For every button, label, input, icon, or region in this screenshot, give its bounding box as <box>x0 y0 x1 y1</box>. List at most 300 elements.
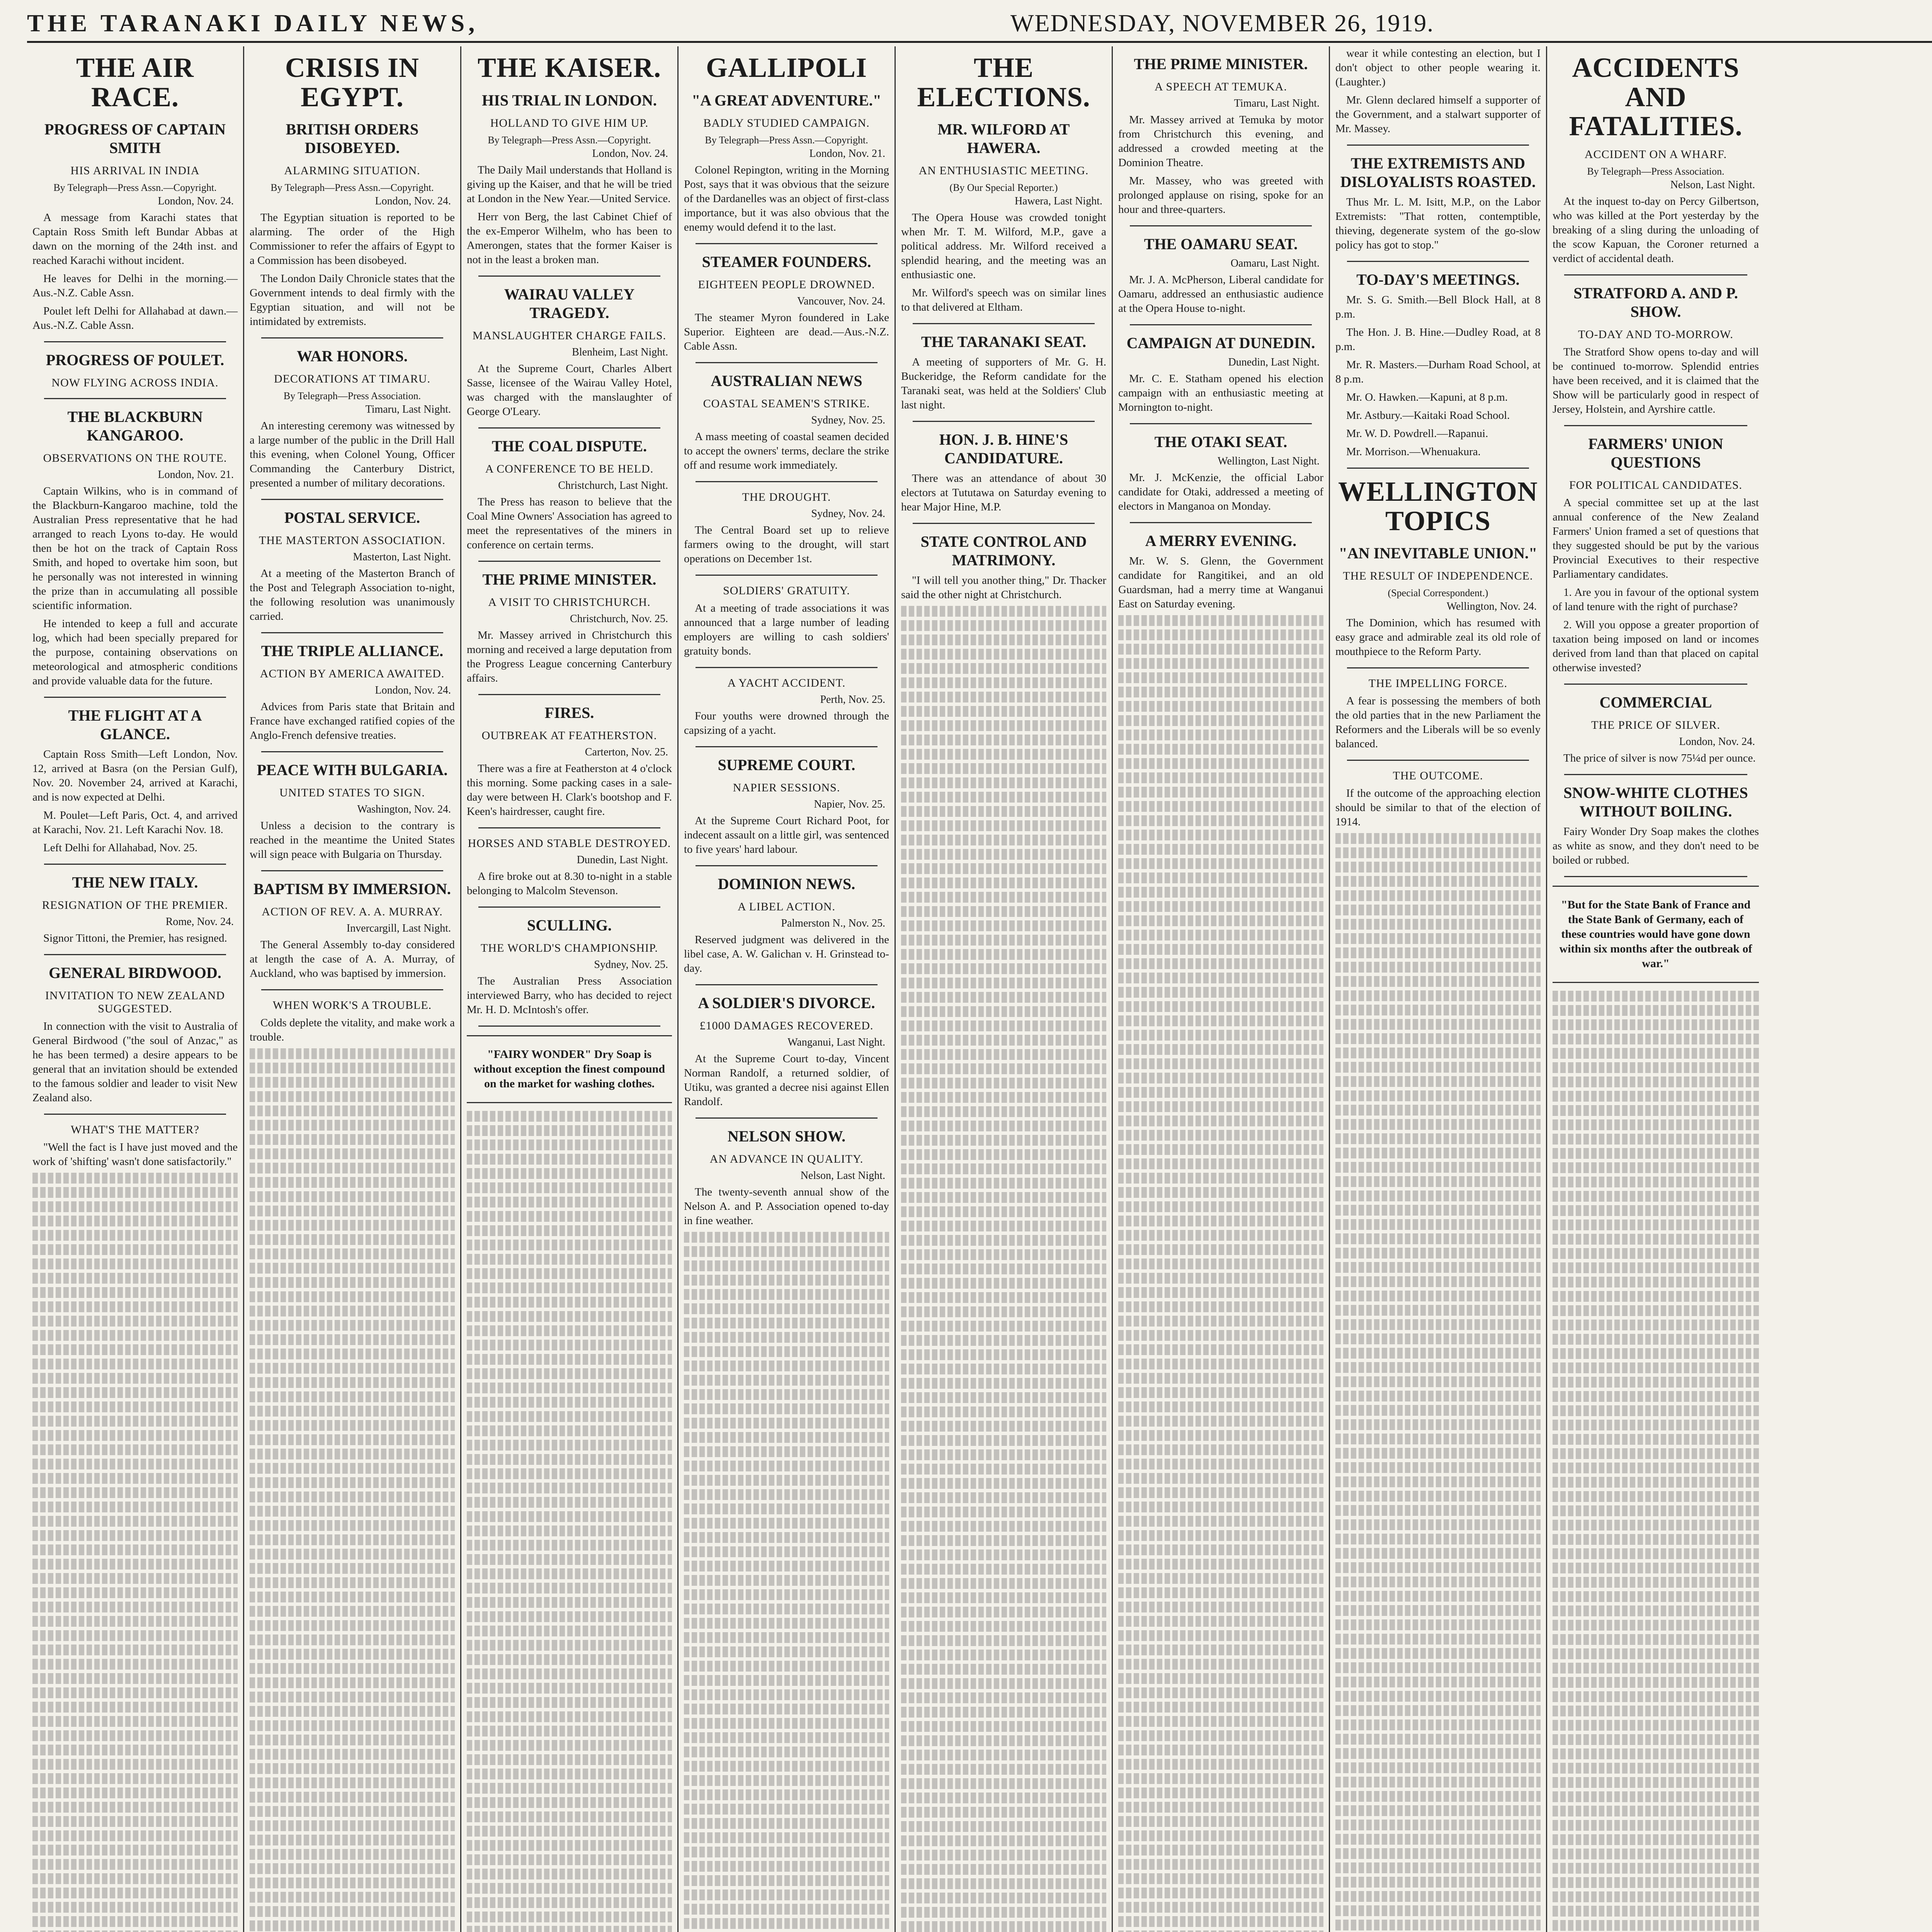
column-5 <box>896 46 1113 1932</box>
section-divider <box>44 398 226 399</box>
text-line <box>467 1340 672 1350</box>
text-line <box>1118 772 1323 783</box>
article <box>1118 522 1323 611</box>
text-line <box>467 1125 672 1136</box>
section-kicker: AN ENTHUSIASTIC MEETING. <box>918 164 1089 177</box>
text-line <box>1118 1888 1323 1898</box>
text-line <box>1335 1591 1541 1602</box>
dateline: Sydney, Nov. 24. <box>811 507 885 520</box>
subheadline: SNOW-WHITE CLOTHES WITHOUT BOILING. <box>1563 784 1748 820</box>
text-line <box>684 1361 889 1371</box>
text-line <box>1335 847 1541 858</box>
text-line <box>32 1201 238 1212</box>
text-line <box>32 1173 238 1184</box>
text-line <box>32 1387 238 1398</box>
text-line <box>1553 1791 1759 1802</box>
text-line <box>1335 1491 1541 1502</box>
text-line <box>250 1334 455 1345</box>
subheadline: THE COAL DISPUTE. <box>492 437 647 455</box>
section-kicker: OBSERVATIONS ON THE ROUTE. <box>43 452 227 465</box>
text-line <box>250 1306 455 1316</box>
text-line <box>1335 1848 1541 1859</box>
text-line <box>1118 687 1323 697</box>
section-kicker: NOW FLYING ACROSS INDIA. <box>51 376 219 389</box>
text-line <box>1553 1920 1759 1931</box>
section-kicker: A SPEECH AT TEMUKA. <box>1155 80 1287 93</box>
section-kicker: SOLDIERS' GRATUITY. <box>723 584 850 597</box>
dateline: Sydney, Nov. 25. <box>594 958 668 971</box>
text-line <box>1118 1830 1323 1841</box>
text-line <box>901 1378 1106 1389</box>
text-line <box>467 1654 672 1665</box>
text-line <box>901 1264 1106 1274</box>
text-line <box>1335 1605 1541 1616</box>
text-line <box>1335 962 1541 973</box>
text-line <box>1553 1448 1759 1459</box>
text-line <box>250 1677 455 1688</box>
text-line <box>32 1745 238 1755</box>
section-divider <box>44 954 226 955</box>
text-line <box>1553 1591 1759 1602</box>
text-line <box>1335 1005 1541 1015</box>
paragraph: The Hon. J. B. Hine.—Dudley Road, at 8 p.m. <box>1335 326 1541 353</box>
text-line <box>901 1464 1106 1475</box>
text-line <box>901 692 1106 702</box>
text-line <box>250 1291 455 1302</box>
text-line <box>32 1930 238 1932</box>
article <box>1335 46 1541 136</box>
article <box>250 989 455 1044</box>
text-line <box>684 1246 889 1257</box>
text-line <box>467 1711 672 1722</box>
text-line <box>901 1335 1106 1346</box>
article <box>684 362 889 473</box>
text-line <box>1553 1634 1759 1645</box>
text-line <box>901 1878 1106 1889</box>
text-line <box>1118 701 1323 712</box>
subheadline: TO-DAY'S MEETINGS. <box>1356 271 1520 288</box>
text-line <box>1118 1902 1323 1913</box>
text-line <box>1118 1230 1323 1241</box>
text-line <box>1553 1891 1759 1902</box>
text-line <box>684 1575 889 1586</box>
text-line <box>467 1440 672 1451</box>
text-line <box>901 1521 1106 1532</box>
section-kicker: RESIGNATION OF THE PREMIER. <box>42 899 228 912</box>
paragraph: Left Delhi for Allahabad, Nov. 25. <box>43 842 198 854</box>
text-line <box>467 1811 672 1822</box>
text-line <box>1553 1362 1759 1373</box>
section-kicker: THE MASTERTON ASSOCIATION. <box>259 534 446 547</box>
section-divider <box>44 864 226 865</box>
text-line <box>1553 1320 1759 1330</box>
text-line <box>1335 1262 1541 1273</box>
paragraph: At the Supreme Court to-day, Vincent Norman Randolf, a returned soldier, of Utiku, was granted a decree nisi against Ellen Randolf. <box>684 1052 889 1108</box>
text-line <box>1553 1605 1759 1616</box>
paragraph: A meeting of supporters of Mr. G. H. Buckeridge, the Reform candidate for the Taranaki seat, was held at the Soldiers' Club last night. <box>901 356 1106 412</box>
paragraph: Mr. Massey arrived at Temuka by motor from Christchurch this evening, and addressed a crowded meeting at the Dominion Theatre. <box>1118 114 1323 169</box>
text-line <box>901 1807 1106 1818</box>
text-line <box>467 1182 672 1193</box>
text-line <box>250 1163 455 1173</box>
subheadline: HIS TRIAL IN LONDON. <box>482 91 657 109</box>
text-line <box>1553 1706 1759 1716</box>
text-line <box>1118 1916 1323 1927</box>
text-line <box>467 1797 672 1808</box>
text-line <box>1335 1419 1541 1430</box>
subheadline: SCULLING. <box>527 916 612 934</box>
text-line <box>901 935 1106 946</box>
text-line <box>1118 1058 1323 1069</box>
text-line <box>467 1740 672 1751</box>
paragraph: Advices from Paris state that Britain and France have exchanged ratified copies of the Anglo-French defensive treaties. <box>250 701 455 742</box>
text-line <box>684 1604 889 1614</box>
article <box>901 421 1106 514</box>
text-line <box>684 1775 889 1786</box>
paragraph: A fire broke out at 8.30 to-night in a stable belonging to Malcolm Stevenson. <box>467 870 672 897</box>
text-line <box>684 1875 889 1886</box>
text-line <box>901 663 1106 674</box>
dateline: Wellington, Nov. 24. <box>1446 600 1537 613</box>
text-line <box>1335 1862 1541 1873</box>
text-line <box>250 1248 455 1259</box>
text-line <box>32 1444 238 1455</box>
text-line <box>250 1449 455 1459</box>
subheadline: A MERRY EVENING. <box>1145 532 1297 549</box>
text-line <box>901 606 1106 617</box>
paragraph: Mr. J. McKenzie, the official Labor candidate for Otaki, addressed a meeting of electors in Manganoa on Monday. <box>1118 471 1323 512</box>
section-kicker: THE DROUGHT. <box>742 490 831 503</box>
article <box>1553 684 1759 765</box>
paragraph: The steamer Myron foundered in Lake Superior. Eighteen are dead.—Aus.-N.Z. Cable Assn. <box>684 311 889 352</box>
subheadline: THE TARANAKI SEAT. <box>921 333 1087 351</box>
paragraph: He intended to keep a full and accurate log, which had been specially prepared for the purpose, containing observations on meteorological and atmospheric conditions and provide valuable data for the future. <box>32 617 238 687</box>
text-line <box>1553 1019 1759 1030</box>
paragraph: Mr. Wilford's speech was on similar lines to that delivered at Eltham. <box>901 287 1106 314</box>
dateline: Palmerston N., Nov. 25. <box>781 917 885 929</box>
text-line <box>250 1492 455 1502</box>
dateline: Timaru, Last Night. <box>365 403 451 416</box>
section-kicker: ACTION OF REV. A. A. MURRAY. <box>262 905 443 918</box>
section-divider <box>1564 684 1747 685</box>
text-line <box>1118 1030 1323 1041</box>
text-line <box>250 1463 455 1474</box>
paragraph: "I will tell you another thing," Dr. Thacker said the other night at Christchurch. <box>901 574 1106 601</box>
text-line <box>1118 1802 1323 1813</box>
section-divider <box>478 427 660 429</box>
text-line <box>1118 1530 1323 1541</box>
dateline: Carterton, Nov. 25. <box>585 746 668 758</box>
text-line <box>1118 1201 1323 1212</box>
text-line <box>1553 1477 1759 1488</box>
text-line <box>32 1230 238 1241</box>
text-line <box>1118 1359 1323 1369</box>
article <box>250 337 455 490</box>
section-kicker: THE PRICE OF SILVER. <box>1591 718 1720 731</box>
text-line <box>1118 1559 1323 1570</box>
text-line <box>250 1620 455 1631</box>
text-line <box>467 1869 672 1879</box>
text-line <box>467 1526 672 1536</box>
section-divider <box>44 1114 226 1115</box>
paragraph: Poulet left Delhi for Allahabad at dawn.—Aus.-N.Z. Cable Assn. <box>32 305 238 332</box>
text-line <box>32 1559 238 1570</box>
headline: THE KAISER. <box>477 52 662 83</box>
paragraph: Unless a decision to the contrary is reached in the meantime the United States will sign peace with Bulgaria on Thursday. <box>250 820 455 861</box>
text-line <box>1335 1905 1541 1916</box>
dateline: Oamaru, Last Night. <box>1230 257 1320 269</box>
text-line <box>1335 1648 1541 1659</box>
subheadline: "AN INEVITABLE UNION." <box>1338 544 1537 562</box>
text-line <box>1118 1187 1323 1198</box>
dateline: Dunedin, Last Night. <box>1228 356 1320 368</box>
text-line <box>1118 1573 1323 1584</box>
dateline: Blenheim, Last Night. <box>572 346 668 358</box>
text-line <box>684 1561 889 1571</box>
article <box>1118 55 1323 217</box>
text-line <box>901 1163 1106 1174</box>
text-line <box>467 1597 672 1608</box>
section-kicker: A LIBEL ACTION. <box>737 900 836 913</box>
text-line <box>1553 1191 1759 1202</box>
article <box>1553 876 1759 983</box>
subheadline: THE EXTREMISTS AND DISLOYALISTS ROASTED. <box>1340 155 1536 190</box>
text-line <box>684 1546 889 1557</box>
article <box>467 276 672 419</box>
text-line <box>684 1461 889 1471</box>
text-line <box>1118 973 1323 983</box>
text-line <box>1335 1834 1541 1845</box>
text-line <box>250 1206 455 1216</box>
text-line <box>467 1268 672 1279</box>
subheadline: FARMERS' UNION QUESTIONS <box>1588 435 1723 471</box>
paragraph: Signor Tittoni, the Premier, has resigned. <box>43 932 227 945</box>
text-line <box>1118 1087 1323 1098</box>
paragraph: Mr. C. E. Statham opened his election campaign with an enthusiastic meeting at Mornington to-night. <box>1118 372 1323 413</box>
text-line <box>32 1773 238 1784</box>
text-line <box>901 720 1106 731</box>
text-line <box>901 1678 1106 1689</box>
text-line <box>1335 1820 1541 1830</box>
headline: WELLINGTON TOPICS <box>1338 476 1538 536</box>
text-line <box>1335 1619 1541 1630</box>
text-line <box>32 1473 238 1484</box>
text-line <box>1553 1820 1759 1831</box>
text-line <box>32 1702 238 1713</box>
text-line <box>32 1316 238 1327</box>
text-line <box>1553 1177 1759 1187</box>
text-line <box>684 1332 889 1343</box>
text-line <box>901 1106 1106 1117</box>
text-line <box>1335 1362 1541 1373</box>
text-line <box>684 1646 889 1657</box>
text-line <box>901 1592 1106 1603</box>
text-line <box>250 1906 455 1917</box>
text-line <box>1335 1105 1541 1116</box>
subheadline: THE OAMARU SEAT. <box>1144 235 1298 253</box>
text-line <box>901 1364 1106 1374</box>
subheadline: THE FLIGHT AT A GLANCE. <box>68 707 202 743</box>
text-line <box>1335 1505 1541 1516</box>
text-line <box>1335 905 1541 915</box>
text-line <box>1335 833 1541 844</box>
paragraph: Colonel Repington, writing in the Morning Post, says that it was obvious that the seizure of the Dardanelles was an object of first-class importance, but it was also obvious that the enemy would defend it to the last. <box>684 163 889 233</box>
text-line <box>901 634 1106 645</box>
section-kicker: NAPIER SESSIONS. <box>733 781 840 794</box>
dateline: London, Nov. 24. <box>375 684 451 697</box>
text-line <box>1335 1233 1541 1244</box>
section-kicker: COASTAL SEAMEN'S STRIKE. <box>703 397 870 410</box>
section-divider <box>261 632 443 633</box>
article <box>684 243 889 354</box>
article <box>684 746 889 857</box>
text-line <box>467 1540 672 1551</box>
section-kicker: ACTION BY AMERICA AWAITED. <box>260 667 445 680</box>
text-line <box>1553 1520 1759 1531</box>
text-line <box>250 1048 455 1059</box>
section-divider <box>1130 324 1312 325</box>
text-line <box>684 1418 889 1429</box>
text-line <box>901 1235 1106 1246</box>
article <box>467 427 672 552</box>
text-line <box>467 1225 672 1236</box>
text-line <box>684 1532 889 1543</box>
text-line <box>901 1578 1106 1589</box>
article <box>467 906 672 1017</box>
byline: By Telegraph—Press Assn.—Copyright. <box>270 182 434 194</box>
text-line <box>901 1406 1106 1417</box>
section-divider <box>696 984 878 985</box>
paragraph: A special committee set up at the last annual conference of the New Zealand Farmers' Union framed a set of questions that they suggested should be put by the various Provincial Executives to their respective Parliamentary candidates. <box>1553 496 1759 580</box>
text-line <box>1553 1291 1759 1302</box>
paragraph: Colds deplete the vitality, and make work a trouble. <box>250 1017 455 1044</box>
text-line <box>1118 830 1323 840</box>
text-line <box>1335 1291 1541 1301</box>
text-line <box>901 792 1106 803</box>
text-line <box>250 1606 455 1617</box>
text-line <box>1118 1659 1323 1670</box>
paragraph: The Press has reason to believe that the Coal Mine Owners' Association has agreed to meet the representatives of the miners in conference on certain terms. <box>467 495 672 551</box>
text-line <box>32 1730 238 1741</box>
text-line <box>467 1383 672 1393</box>
dateline: Napier, Nov. 25. <box>814 798 885 810</box>
text-line <box>684 1403 889 1414</box>
text-line <box>901 677 1106 688</box>
text-line <box>1335 1705 1541 1716</box>
paragraph: The Opera House was crowded tonight when Mr. T. M. Wilford, M.P., gave a political address. Mr. Wilford received a splendid hearing, and the meeting was an enthusiastic one. <box>901 211 1106 281</box>
text-line <box>1553 1563 1759 1573</box>
text-line <box>1553 1119 1759 1130</box>
paragraph: Captain Ross Smith—Left London, Nov. 12, arrived at Basra (on the Persian Gulf), Nov. 20. November 24, arrived at Karachi, and is now expected at Delhi. <box>32 748 238 804</box>
text-line <box>32 1259 238 1269</box>
text-line <box>684 1847 889 1857</box>
dateline: London, Nov. 24. <box>1679 735 1755 748</box>
paragraph: Captain Wilkins, who is in command of the Blackburn-Kangaroo machine, told the Australian Press representative that he had arranged to reach Lyons to-day. He would then be hot on the track of Captain Ross Smith, and hoped to overtake him soon, but he personally was not interested in winning the prize than in accumulating all possible scientific information. <box>32 485 238 612</box>
text-line <box>901 777 1106 788</box>
text-line <box>1335 1333 1541 1344</box>
text-line <box>901 1121 1106 1131</box>
article <box>1335 760 1541 829</box>
article <box>1118 324 1323 415</box>
article <box>901 53 1106 315</box>
section-kicker: EIGHTEEN PEOPLE DROWNED. <box>698 278 875 291</box>
section-divider <box>1564 425 1747 426</box>
text-line <box>467 1111 672 1122</box>
text-line <box>901 735 1106 745</box>
text-line <box>1553 1405 1759 1416</box>
section-kicker: THE OUTCOME. <box>1393 769 1483 782</box>
subheadline: THE OTAKI SEAT. <box>1154 433 1287 451</box>
text-line <box>1335 1791 1541 1802</box>
text-line <box>1335 1762 1541 1773</box>
text-line <box>684 1861 889 1872</box>
text-line <box>32 1873 238 1884</box>
paragraph: Mr. W. S. Glenn, the Government candidate for Rangitikei, and an old Guardsman, had a merry time at Wanganui East on Saturday evening. <box>1118 555 1323 610</box>
section-kicker: THE WORLD'S CHAMPIONSHIP. <box>480 941 658 954</box>
paragraph: The Egyptian situation is reported to be alarming. The order of the High Commissioner to refer the affairs of Egypt to a Commission has been disobeyed. <box>250 211 455 267</box>
dateline: Washington, Nov. 24. <box>357 803 451 816</box>
text-line <box>467 1282 672 1293</box>
text-line <box>250 1792 455 1803</box>
text-line <box>1553 1663 1759 1673</box>
text-line <box>1118 1430 1323 1441</box>
text-line <box>1118 1673 1323 1684</box>
dateline: Nelson, Last Night. <box>800 1169 885 1182</box>
text-line <box>467 1754 672 1765</box>
text-line <box>250 1835 455 1845</box>
article <box>250 870 455 981</box>
text-line <box>250 1749 455 1760</box>
text-line <box>1553 1620 1759 1631</box>
text-line <box>1335 1805 1541 1816</box>
dateline: London, Nov. 24. <box>158 195 234 207</box>
text-line <box>1118 915 1323 926</box>
text-line <box>1335 1319 1541 1330</box>
text-line <box>1553 1691 1759 1702</box>
section-divider <box>913 523 1095 524</box>
dateline: Masterton, Last Night. <box>353 551 451 563</box>
column-8 <box>1547 46 1764 1932</box>
text-line <box>901 763 1106 774</box>
text-line <box>1118 1773 1323 1784</box>
text-line <box>901 835 1106 845</box>
text-line <box>684 1804 889 1815</box>
text-line <box>901 1664 1106 1675</box>
subheadline: THE BLACKBURN KANGAROO. <box>67 408 203 444</box>
text-line <box>1335 876 1541 887</box>
advertisement <box>1553 886 1759 983</box>
paragraph: A message from Karachi states that Captain Ross Smith left Bundar Abbas at dawn on the morning of the 24th inst. and reached Karachi without incident. <box>32 211 238 267</box>
article <box>250 751 455 862</box>
text-line <box>250 1820 455 1831</box>
subheadline: "A GREAT ADVENTURE." <box>692 91 881 109</box>
text-line <box>901 1435 1106 1446</box>
text-line <box>1335 1434 1541 1444</box>
section-kicker: £1000 DAMAGES RECOVERED. <box>699 1019 874 1032</box>
paragraph: In connection with the visit to Australia of General Birdwood ("the soul of Anzac," as he has been termed) a desire appears to be general that an invitation should be extended to the famous soldier and leader to visit New Zealand also. <box>32 1020 238 1104</box>
article <box>684 984 889 1109</box>
text-line <box>467 1454 672 1465</box>
text-line <box>467 1240 672 1250</box>
text-line <box>901 1750 1106 1760</box>
subheadline: HON. J. B. HINE'S CANDIDATURE. <box>939 431 1068 467</box>
section-divider <box>913 323 1095 324</box>
text-line <box>32 1359 238 1369</box>
paragraph: The Stratford Show opens to-day and will be continued to-morrow. Splendid entries have been received, and it is claimed that the Show will be particularly good in respect of Jersey, Holstein, and Ayrshire cattle. <box>1553 345 1759 415</box>
text-line <box>32 1516 238 1527</box>
article <box>32 864 238 946</box>
subheadline: GENERAL BIRDWOOD. <box>49 964 221 982</box>
